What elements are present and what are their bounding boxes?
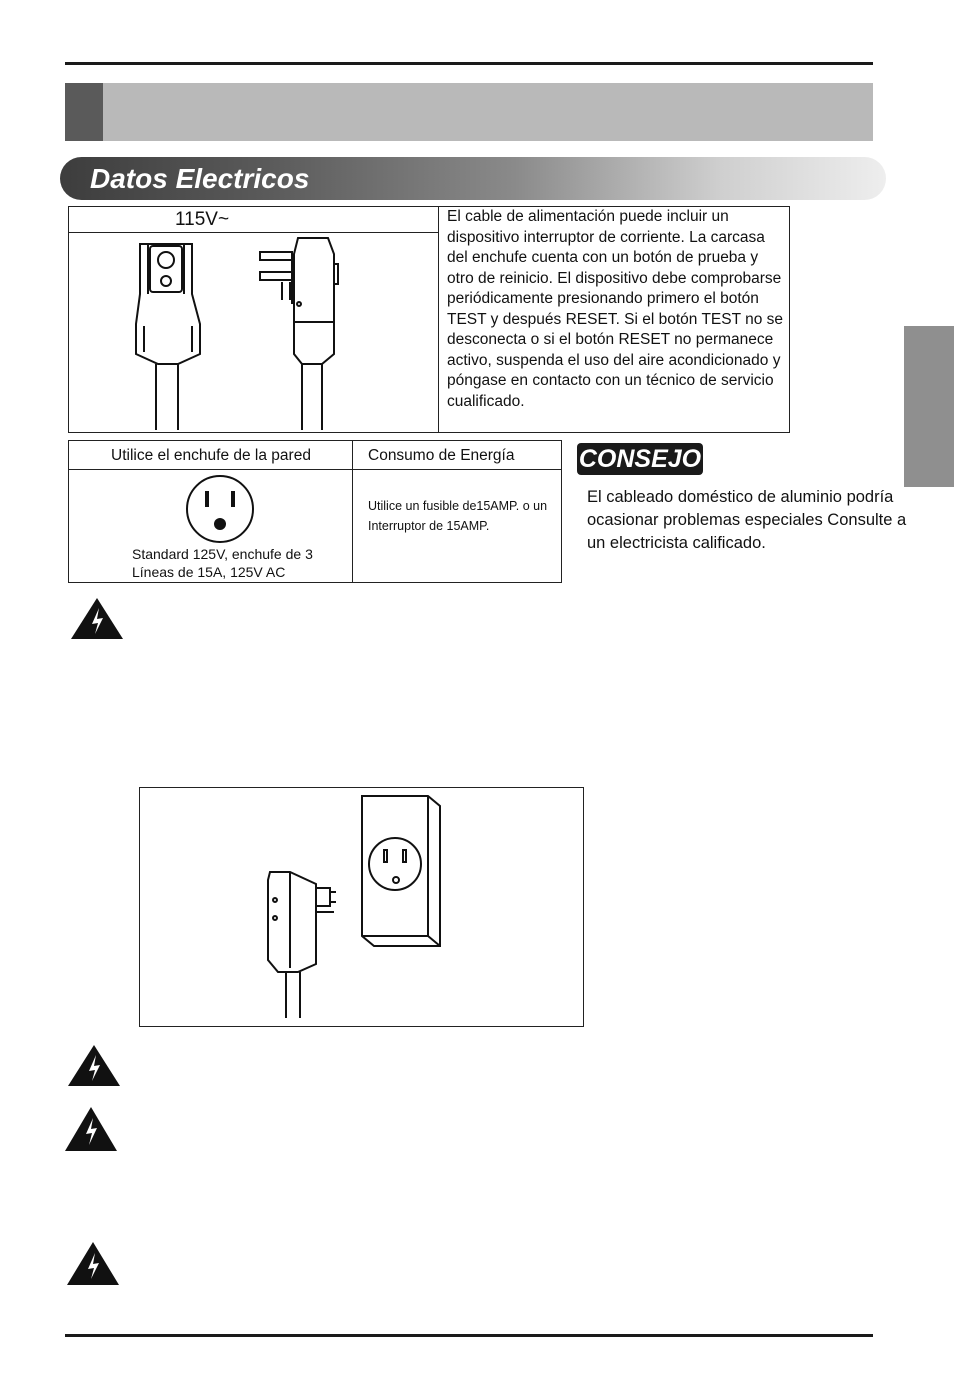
power-requirement-text: Utilice un fusible de15AMP. o un Interruptor de 15AMP. [368,499,548,533]
outlet-table-header-line [68,469,562,470]
cord-panel-divider [438,206,439,433]
header-bar [65,83,873,141]
outlet-caption: Standard 125V, enchufe de 3 Líneas de 15A, 125V AC [132,546,313,580]
outlet-table-divider [352,440,353,583]
cord-description: El cable de alimentación puede incluir un dispositivo interruptor de corriente. La carcasa del enchufe cuenta con un botón de prueba y otro de reinicio. El dispositivo debe comprobarse periódicamente presionando primero el botón TEST y después RESET. Si el botón TEST no se desconecta o si el botón RESET no permanece activo, suspenda el uso del aire acondicionado y póngase en contacto con un técnico de servicio cualificado. [447,208,784,410]
outlet-table-header-outlet: Utilice el enchufe de la pared [111,447,311,464]
warning-icon [70,597,124,640]
consejo-badge: CONSEJO [578,445,702,473]
warning-icon [64,1106,118,1152]
wall-outlet-icon [185,475,257,545]
section-title: Datos Electricos [90,163,310,194]
warning-icon [67,1044,121,1087]
side-tab [904,326,954,487]
outlet-table-header-power: Consumo de Energía [368,447,515,464]
top-rule [65,62,873,65]
plug-illustration [70,234,438,432]
header-tab [65,83,103,141]
consejo-text: El cableado doméstico de aluminio podría ocasionar problemas especiales Consulte a un electricista calificado. [587,488,907,552]
voltage-label: 115V~ [175,209,230,230]
bottom-rule [65,1334,873,1337]
cord-panel-header-line [68,232,439,233]
warning-icon [66,1241,120,1286]
plug-outlet-illustration [140,788,583,1026]
